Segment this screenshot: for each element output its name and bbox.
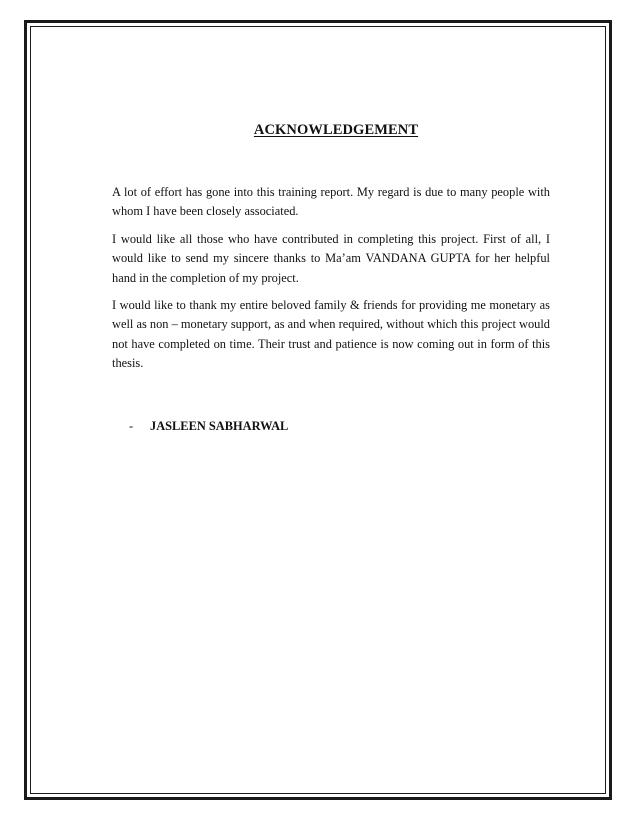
paragraph-3: I would like to thank my entire beloved family & friends for providing me monetary as well as non – monetary support, as and when required, without which this project would not have completed on time. Their trust and patience is now coming out in form of this thesis. (112, 298, 550, 371)
signature (129, 419, 288, 434)
signature-name: JASLEEN SABHARWAL (150, 419, 289, 433)
page-title: ACKNOWLEDGEMENT (253, 122, 419, 138)
paragraph-1: A lot of effort has gone into this training report. My regard is due to many people with whom I have been closely associated. (112, 185, 550, 219)
signature-dash: - (129, 419, 134, 433)
acknowledgement-body (112, 183, 550, 382)
page-border-inner (30, 26, 606, 794)
paragraph-2: I would like all those who have contributed in completing this project. First of all, I would like to send my sincere thanks to Ma’am VANDANA GUPTA for her helpful hand in the completion of my project. (112, 231, 550, 285)
